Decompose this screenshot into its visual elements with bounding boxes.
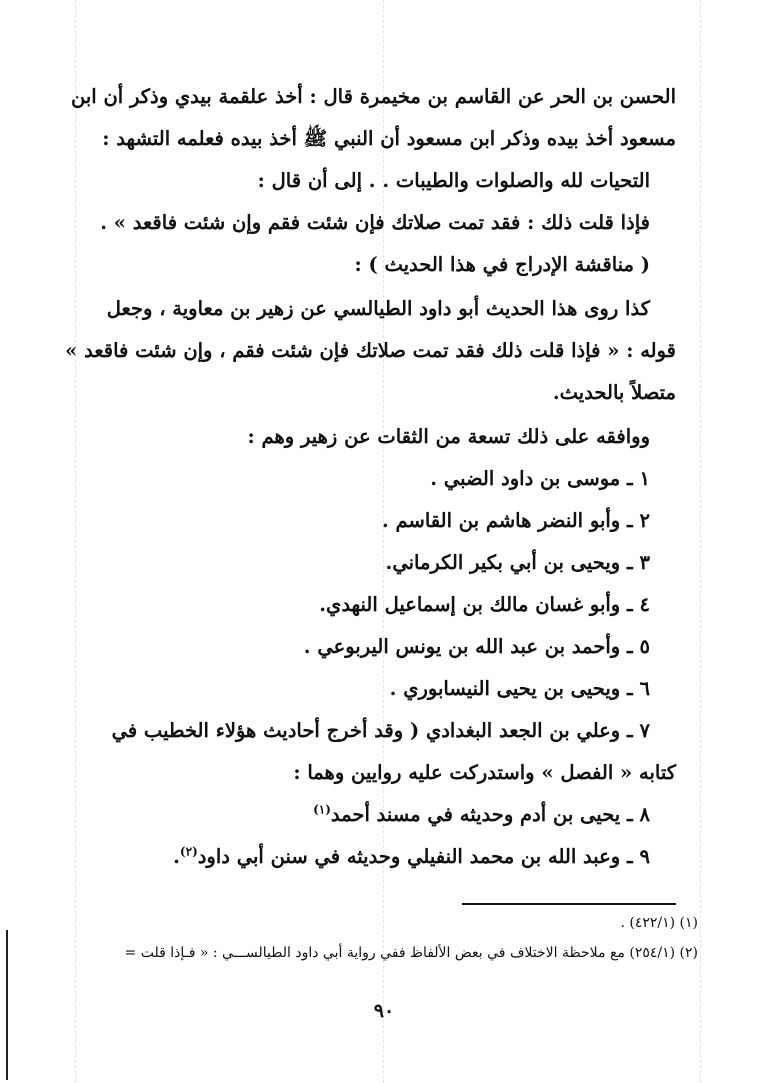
list-item-continuation: كتابه « الفصل » واستدركت عليه روايين وهما : [293,761,676,784]
list-item-text: ٩ ـ وعبد الله بن محمد النفيلي وحديثه في سنن أبي داود [197,845,650,868]
list-item: ٦ ـ ويحيى بن يحيى النيسابوري . [389,677,650,700]
list-item-text: ٨ ـ يحيى بن أدم وحديثه في مسند أحمد [330,803,650,826]
footnote-1: (١) (٤٢٢/١) . [620,915,698,931]
main-text [65,76,676,878]
list-item: ٥ ـ وأحمد بن عبد الله بن يونس اليربوعي . [303,635,650,658]
list-item: ٢ ـ وأبو النضر هاشم بن القاسم . [381,509,650,532]
paragraph-line: فإذا قلت ذلك : فقد تمت صلاتك فإن شئت فقم وإن شئت فاقعد » . [100,211,650,234]
section-heading: ( مناقشة الإدراج في هذا الحديث ) : [354,253,650,276]
scan-guide-line [75,0,76,1083]
list-item-end: . [173,845,180,868]
list-item: ٤ ـ وأبو غسان مالك بن إسماعيل النهدي. [319,593,650,616]
footnote-divider [462,903,676,905]
page-number: ٩٠ [373,1000,395,1022]
paragraph-line: التحيات لله والصلوات والطيبات . . إلى أن قال : [257,169,650,192]
footnote-ref: (١) [313,802,331,817]
paragraph-line: كذا روى هذا الحديث أبو داود الطيالسي عن زهير بن معاوية ، وجعل [106,297,650,320]
footnote-2: (٢) (٢٥٤/١) مع ملاحظة الاختلاف في بعض الألفاظ ففي رواية أبي داود الطيالســـي : « فـإذا قلت = [124,945,698,961]
list-item: ٣ ـ ويحيى بن أبي بكير الكرماني. [385,551,650,574]
scan-guide-line [700,0,701,1083]
list-item: ٧ ـ وعلي بن الجعد البغدادي ( وقد أخرج أحاديث هؤلاء الخطيب في [111,719,650,742]
list-item: ١ ـ موسى بن داود الضبي . [430,467,650,490]
list-item [80,836,676,878]
list-item [80,794,676,836]
paragraph-line: متصلاً بالحديث. [552,381,676,404]
paragraph-line: قوله : « فإذا قلت ذلك فقد تمت صلاتك فإن شئت فقم ، وإن شئت فاقعد » [65,339,676,362]
paragraph-line: مسعود أخذ بيده وذكر ابن مسعود أن النبي ﷺ أخذ بيده فعلمه التشهد : [102,127,676,150]
paragraph-line: ووافقه على ذلك تسعة من الثقات عن زهير وهم : [247,425,650,448]
paragraph-line: الحسن بن الحر عن القاسم بن مخيمرة قال : أخذ علقمة بيدي وذكر أن ابن [70,85,676,108]
footnotes [78,908,698,968]
footnote-ref: (٢) [179,844,198,859]
